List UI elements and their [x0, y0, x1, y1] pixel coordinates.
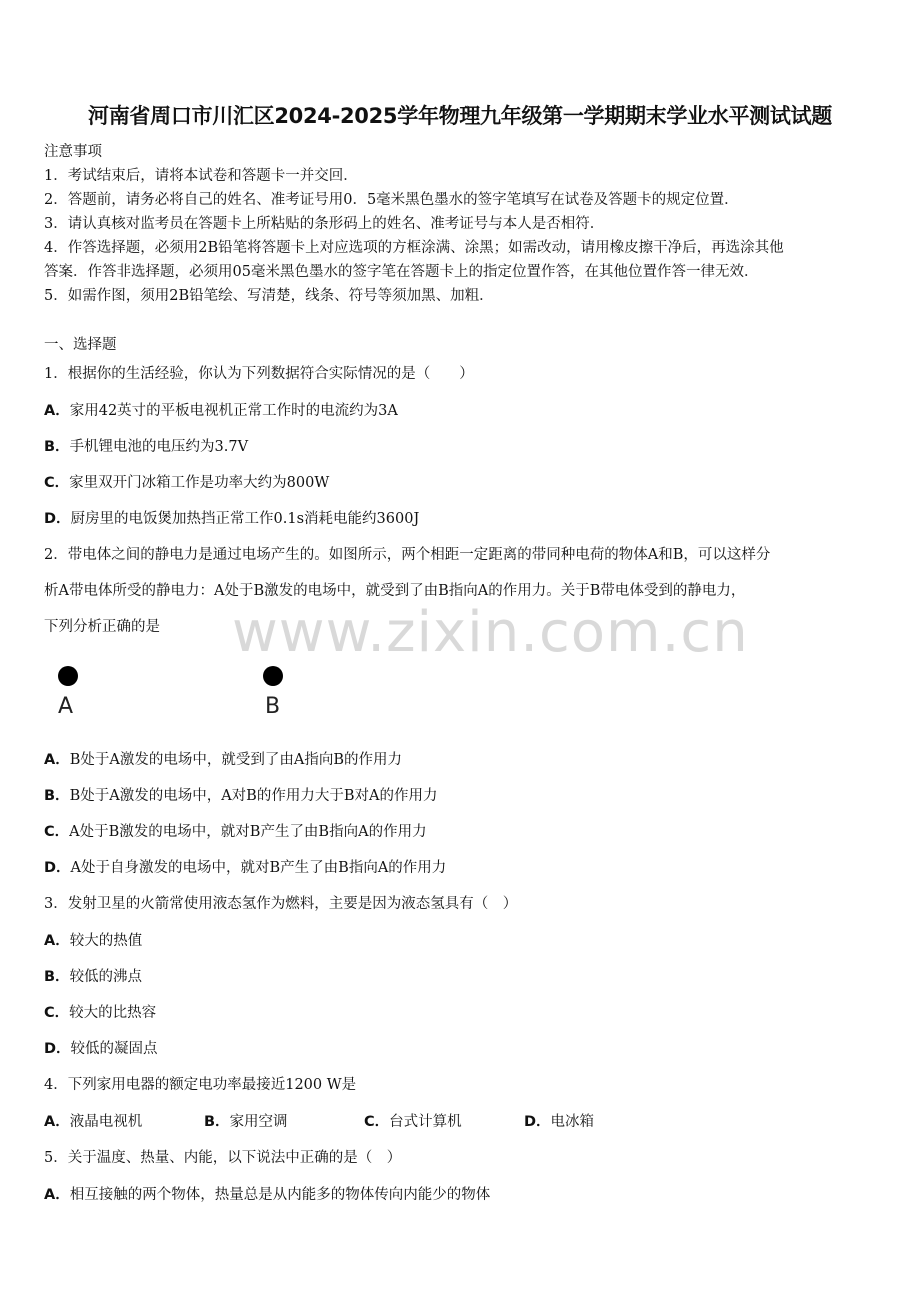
q2-stem-line: 2．带电体之间的静电力是通过电场产生的。如图所示，两个相距一定距离的带同种电荷的物体A和B，可以这样分: [44, 547, 771, 563]
option-text: 较大的热值: [69, 933, 143, 949]
option-text: 相互接触的两个物体，热量总是从内能多的物体传向内能少的物体: [69, 1187, 491, 1203]
option-label: D．: [44, 860, 71, 876]
option-text: 液晶电视机: [69, 1114, 143, 1130]
q1-stem: 1．根据你的生活经验，你认为下列数据符合实际情况的是（ ）: [44, 366, 474, 382]
q1-option-a: [44, 399, 398, 420]
q2-stem-line: 下列分析正确的是: [44, 619, 160, 635]
q1-option-c: [44, 471, 329, 492]
notice-item: 2．答题前，请务必将自己的姓名、准考证号用0．5毫米黑色墨水的签字笔填写在试卷及答题卡的规定位置．: [44, 192, 739, 208]
option-text: A处于自身激发的电场中，就对B产生了由B指向A的作用力: [70, 860, 447, 876]
q3-option-c: [44, 1001, 156, 1022]
option-label: D．: [524, 1114, 551, 1130]
q5-option-a: [44, 1183, 490, 1204]
option-label: B．: [204, 1114, 230, 1130]
q1-option-b: [44, 435, 248, 456]
option-label: C．: [44, 1005, 70, 1021]
q5-stem: 5．关于温度、热量、内能，以下说法中正确的是（ ）: [44, 1150, 402, 1166]
q2-stem-line: 析A带电体所受的静电力：A处于B激发的电场中，就受到了由B指向A的作用力。关于B带电体受到的静电力，: [44, 583, 746, 599]
charge-a-label: A: [58, 694, 74, 719]
option-text: 较低的沸点: [69, 969, 143, 985]
option-text: 手机锂电池的电压约为3.7V: [69, 439, 249, 455]
option-label: D．: [44, 1041, 71, 1057]
q3-option-a: [44, 929, 142, 950]
option-text: 较大的比热容: [69, 1005, 157, 1021]
option-text: 较低的凝固点: [70, 1041, 158, 1057]
notice-item: 答案．作答非选择题，必须用05毫米黑色墨水的签字笔在答题卡上的指定位置作答，在其他位置作答一律无效．: [44, 264, 759, 280]
option-text: 家里双开门冰箱工作是功率大约为800W: [69, 475, 330, 491]
option-text: 厨房里的电饭煲加热挡正常工作0.1s消耗电能约3600J: [70, 511, 420, 527]
option-label: A．: [44, 933, 70, 949]
notice-item: 5．如需作图，须用2B铅笔绘、写清楚，线条、符号等须加黑、加粗．: [44, 288, 494, 304]
notice-item: 4．作答选择题，必须用2B铅笔将答题卡上对应选项的方框涂满、涂黑；如需改动，请用橡皮擦干净后，再选涂其他: [44, 240, 784, 256]
option-text: 家用42英寸的平板电视机正常工作时的电流约为3A: [69, 403, 398, 419]
notice-heading: 注意事项: [44, 144, 102, 160]
page-title: 河南省周口市川汇区2024-2025学年物理九年级第一学期期末学业水平测试试题: [88, 104, 832, 128]
option-text: 电冰箱: [550, 1114, 595, 1130]
q2-option-b: [44, 784, 437, 805]
charge-a-dot: [58, 666, 78, 686]
option-label: B．: [44, 969, 70, 985]
notice-item: 1．考试结束后，请将本试卷和答题卡一并交回．: [44, 168, 358, 184]
notice-item: 3．请认真核对监考员在答题卡上所粘贴的条形码上的姓名、准考证号与本人是否相符．: [44, 216, 605, 232]
option-text: A处于B激发的电场中，就对B产生了由B指向A的作用力: [69, 824, 427, 840]
option-text: B处于A激发的电场中，A对B的作用力大于B对A的作用力: [69, 788, 438, 804]
q4-option-a: [44, 1110, 142, 1131]
q4-stem: 4．下列家用电器的额定电功率最接近1200 W是: [44, 1077, 357, 1093]
option-label: D．: [44, 511, 71, 527]
q2-option-c: [44, 820, 427, 841]
charge-b-label: B: [265, 694, 281, 719]
option-text: 台式计算机: [389, 1114, 462, 1130]
q4-option-b: [204, 1110, 288, 1131]
option-label: A．: [44, 1187, 70, 1203]
q3-option-d: [44, 1037, 158, 1058]
option-label: A．: [44, 1114, 70, 1130]
charge-b-dot: [263, 666, 283, 686]
option-label: A．: [44, 403, 70, 419]
section-heading: 一、选择题: [44, 337, 117, 353]
q2-option-a: [44, 748, 402, 769]
q4-option-c: [364, 1110, 462, 1131]
option-label: C．: [44, 475, 70, 491]
option-label: A．: [44, 752, 70, 768]
q4-option-d: [524, 1110, 594, 1131]
option-label: C．: [364, 1114, 390, 1130]
option-label: B．: [44, 788, 70, 804]
option-text: 家用空调: [229, 1114, 288, 1130]
q3-stem: 3．发射卫星的火箭常使用液态氢作为燃料，主要是因为液态氢具有（ ）: [44, 896, 518, 912]
option-label: C．: [44, 824, 70, 840]
q3-option-b: [44, 965, 142, 986]
option-label: B．: [44, 439, 70, 455]
option-text: B处于A激发的电场中，就受到了由A指向B的作用力: [69, 752, 402, 768]
q2-option-d: [44, 856, 446, 877]
watermark: www.zixin.com.cn: [232, 600, 749, 665]
q1-option-d: [44, 507, 419, 528]
